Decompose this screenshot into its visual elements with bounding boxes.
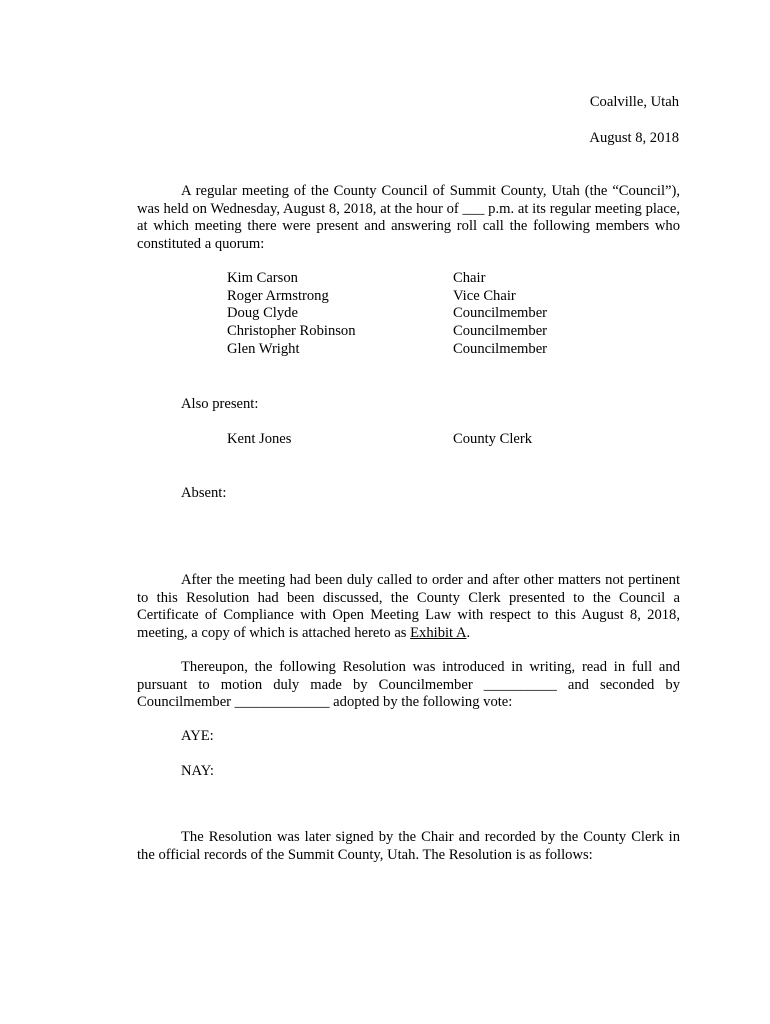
intro-paragraph: A regular meeting of the County Council of Summit County, Utah (the “Council”), was held on Wednesday, August 8, 2018, at the hour of ___ p.m. at its regular meeting place, at which meeting there were present and answering roll call the following members who constituted a quorum: (137, 183, 680, 253)
member-title: Vice Chair (453, 287, 516, 304)
member-title: Councilmember (453, 305, 548, 322)
member-name: Roger Armstrong (227, 287, 329, 304)
member-title: Councilmember (453, 340, 548, 357)
absent-label: Absent: (181, 485, 227, 501)
member-name: Doug Clyde (227, 305, 298, 322)
member-title: Councilmember (453, 323, 548, 340)
exhibit-a-link[interactable]: Exhibit A (410, 625, 467, 642)
member-row (227, 288, 627, 306)
compliance-paragraph (137, 572, 680, 643)
closing-paragraph: The Resolution was later signed by the Chair and recorded by the County Clerk in the official records of the Summit County, Utah. The Resolution is as follows: (137, 829, 680, 863)
resolution-paragraph: Thereupon, the following Resolution was introduced in writing, read in full and pursuant to motion duly made by Councilmember __________ and seconded by Councilmember _____________ adopted by the following vote: (137, 659, 680, 711)
member-name: Kim Carson (227, 270, 298, 286)
member-row (227, 323, 627, 341)
member-row (227, 341, 627, 359)
also-present-name: Kent Jones (227, 431, 292, 447)
aye-label: AYE: (181, 728, 214, 744)
member-name: Christopher Robinson (227, 323, 356, 340)
members-roster (227, 270, 627, 358)
also-present-title: County Clerk (453, 431, 533, 447)
member-row (227, 270, 627, 288)
member-name: Glen Wright (227, 340, 300, 357)
date-line: August 8, 2018 (589, 130, 679, 146)
also-present-roster (227, 431, 627, 449)
also-present-row (227, 431, 627, 449)
also-present-label: Also present: (181, 396, 259, 412)
compliance-text-end: . (466, 625, 471, 642)
member-row (227, 305, 627, 323)
compliance-text: After the meeting had been duly called to order and after other matters not pertinent to this Resolution had been discussed, the County Clerk presented to the Council a Certificate of Compliance with Open Meeting Law with respect to this August 8, 2018, meeting, a copy of which is attached hereto as (137, 572, 680, 642)
nay-label: NAY: (181, 763, 214, 779)
location-line: Coalville, Utah (589, 94, 679, 110)
member-title: Chair (453, 270, 486, 286)
